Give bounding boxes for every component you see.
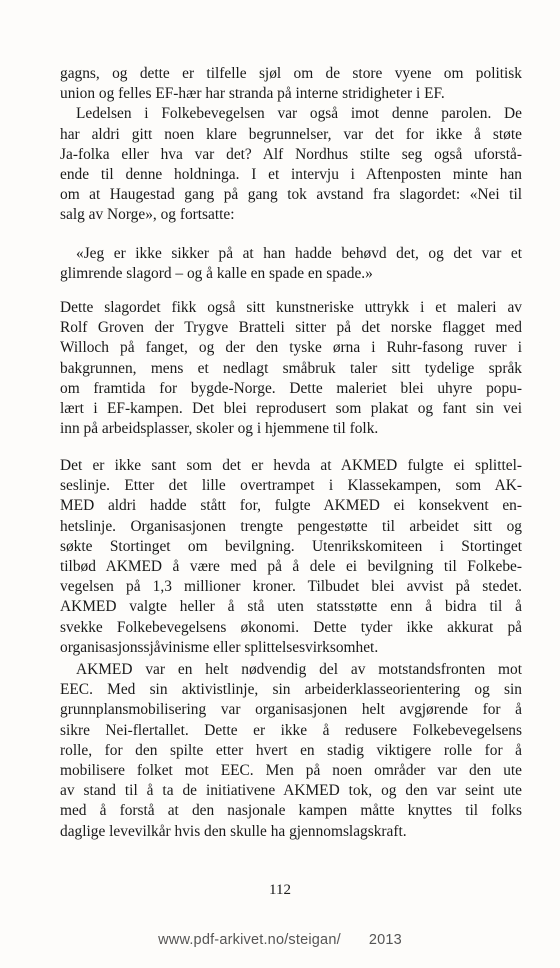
text-line: sikre Nei-flertallet. Dette er ikke å redusere Folkebevegelsens [60, 721, 522, 739]
paragraph-block-2 [60, 298, 522, 439]
text-line: organisasjonssjåvinisme eller splittelsesvirksomhet. [60, 638, 379, 656]
text-line: EEC. Med sin aktivistlinje, sin arbeiderklasseorientering og sin [60, 681, 522, 699]
text-line: union og felles EF-hær har stranda på interne stridigheter i EF. [60, 85, 445, 103]
text-line: mobilisere folket mot EEC. Men på noen områder var den ute [60, 762, 522, 780]
footer-url: www.pdf-arkivet.no/steigan/ [158, 932, 341, 948]
text-line: seslinje. Etter det lille overtrampet i Klassekampen, som AK- [60, 477, 522, 495]
text-line: MED aldri hadde stått for, fulgte AKMED ei konsekvent en- [60, 497, 522, 515]
text-line: tilbød AKMED å være med på å dele ei bevilgning til Folkebe- [60, 558, 522, 576]
text-line: lært i EF-kampen. Det blei reprodusert som plakat og fant sin vei [60, 400, 522, 418]
text-line: hetslinje. Organisasjonen trengte pengestøtte til arbeidet sitt og [60, 517, 522, 535]
block-quote [60, 244, 522, 284]
footer [0, 932, 560, 948]
text-line: bakgrunnen, mens et nedlagt småbruk taler sitt tydelige språk [60, 359, 522, 377]
text-line: daglige levevilkår hvis den skulle ha gjennomslagskraft. [60, 822, 407, 840]
text-line: Willoch på fanget, og der den tyske ørna i Ruhr-fasong ruver i [60, 339, 522, 357]
text-line: Dette slagordet fikk også sitt kunstneriske uttrykk i et maleri av [60, 299, 522, 316]
text-line: av stand til å ta de initiativene AKMED tok, og den var seint ute [60, 782, 522, 800]
text-line: om framtida for bygde-Norge. Dette maleriet blei uhyre popu- [60, 379, 522, 397]
paragraph-block-1 [60, 64, 522, 226]
text-line: svekke Folkebevegelsens økonomi. Dette tyder ikke akkurat på [60, 618, 522, 636]
text-line: har aldri gitt noen klare begrunnelser, var det for ikke å støte [60, 125, 522, 143]
text-line: om at Haugestad gang på gang tok avstand fra slagordet: «Nei til [60, 186, 522, 204]
text-line: Rolf Groven der Trygve Bratteli sitter på det norske flagget med [60, 319, 522, 337]
quote-line: «Jeg er ikke sikker på at han hadde behøvd det, og det var et [76, 245, 522, 262]
paragraph-block-4 [60, 660, 522, 842]
footer-year: 2013 [368, 932, 402, 948]
text-line: ende til denne holdninga. I et intervju i Aftenposten minte han [60, 166, 522, 184]
text-line: grunnplansmobilisering var organisasjonen helt avgjørende for å [60, 701, 522, 719]
text-line: inn på arbeidsplasser, skoler og i hjemmene til folk. [60, 420, 379, 438]
text-line: gagns, og dette er tilfelle sjøl om de store vyene om politisk [60, 65, 522, 82]
text-line: salg av Norge», og fortsatte: [60, 206, 235, 224]
text-line: søkte Stortinget om bevilgning. Utenrikskomiteen i Stortinget [60, 537, 522, 555]
text-line: AKMED valgte heller å stå uten statsstøtte enn å bidra til å [60, 598, 522, 616]
text-line: Ja-folka eller hva var det? Alf Nordhus stilte seg også uforstå- [60, 145, 522, 163]
text-line: AKMED var en helt nødvendig del av motstandsfronten mot [76, 661, 522, 678]
text-line: vegelsen på 1,3 millioner kroner. Tilbudet blei avvist på stedet. [60, 578, 522, 596]
text-line: med å forstå at den nasjonale kampen måtte knyttes til folks [60, 802, 522, 820]
text-line: rolle, for den spilte etter hvert en stadig viktigere rolle for å [60, 741, 522, 759]
page-number: 112 [269, 882, 291, 898]
quote-line: glimrende slagord – og å kalle en spade en spade.» [60, 265, 373, 283]
paragraph-block-3 [60, 456, 522, 658]
text-line: Det er ikke sant som det er hevda at AKMED fulgte ei splittel- [60, 457, 522, 474]
text-line: Ledelsen i Folkebevegelsen var også imot denne parolen. De [76, 105, 522, 123]
